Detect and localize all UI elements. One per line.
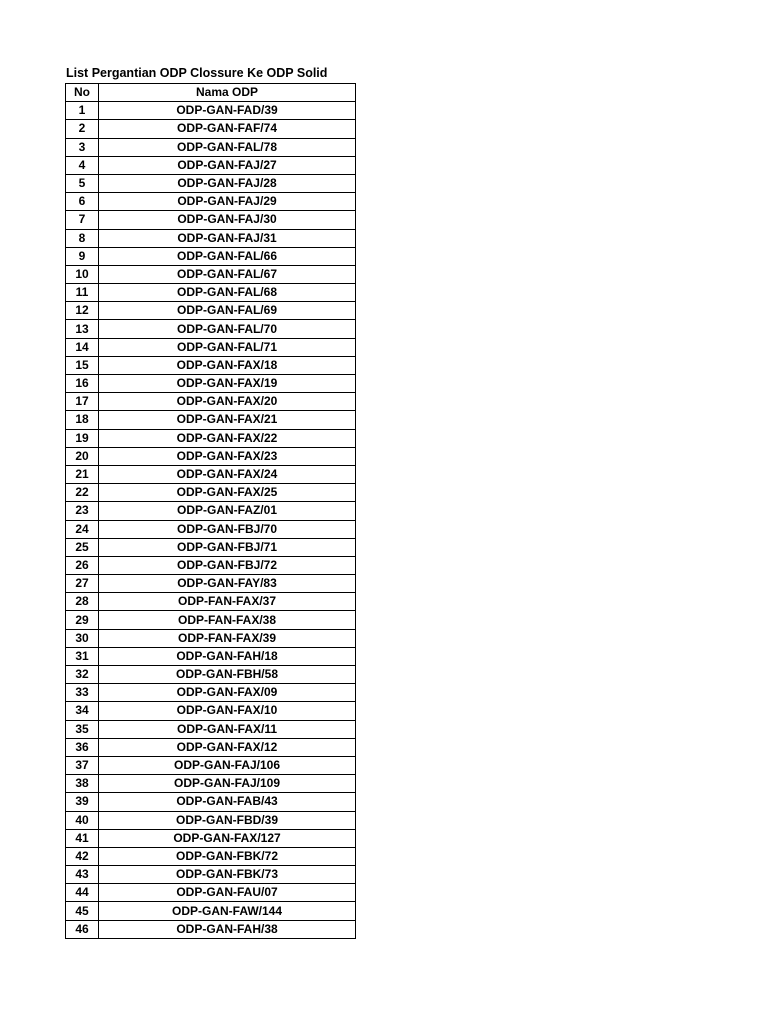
row-number-cell: 22 (66, 484, 99, 502)
row-number-cell: 20 (66, 447, 99, 465)
row-number-cell: 27 (66, 575, 99, 593)
table-row (66, 447, 356, 465)
row-number-cell: 46 (66, 920, 99, 938)
odp-name-cell: ODP-GAN-FAX/11 (99, 720, 356, 738)
odp-name-cell: ODP-GAN-FAX/19 (99, 375, 356, 393)
table-row (66, 356, 356, 374)
table-row (66, 484, 356, 502)
odp-name-cell: ODP-GAN-FAJ/28 (99, 174, 356, 192)
odp-name-cell: ODP-GAN-FAX/20 (99, 393, 356, 411)
table-row (66, 738, 356, 756)
row-number-cell: 19 (66, 429, 99, 447)
table-header-row (66, 84, 356, 102)
odp-name-cell: ODP-GAN-FBJ/70 (99, 520, 356, 538)
row-number-cell: 44 (66, 884, 99, 902)
table-row (66, 666, 356, 684)
odp-name-cell: ODP-GAN-FAH/38 (99, 920, 356, 938)
table-row (66, 393, 356, 411)
odp-name-cell: ODP-GAN-FAX/12 (99, 738, 356, 756)
odp-name-cell: ODP-GAN-FAH/18 (99, 647, 356, 665)
table-row (66, 575, 356, 593)
row-number-cell: 34 (66, 702, 99, 720)
table-row (66, 174, 356, 192)
row-number-cell: 8 (66, 229, 99, 247)
odp-name-cell: ODP-GAN-FAD/39 (99, 102, 356, 120)
odp-name-cell: ODP-FAN-FAX/38 (99, 611, 356, 629)
row-number-cell: 30 (66, 629, 99, 647)
row-number-cell: 26 (66, 556, 99, 574)
row-number-cell: 11 (66, 284, 99, 302)
odp-name-cell: ODP-GAN-FAL/78 (99, 138, 356, 156)
row-number-cell: 6 (66, 193, 99, 211)
odp-name-cell: ODP-GAN-FAL/66 (99, 247, 356, 265)
column-header-name: Nama ODP (99, 84, 356, 102)
odp-name-cell: ODP-GAN-FAX/22 (99, 429, 356, 447)
odp-name-cell: ODP-GAN-FAZ/01 (99, 502, 356, 520)
table-row (66, 502, 356, 520)
row-number-cell: 1 (66, 102, 99, 120)
odp-name-cell: ODP-GAN-FBJ/71 (99, 538, 356, 556)
row-number-cell: 45 (66, 902, 99, 920)
row-number-cell: 39 (66, 793, 99, 811)
table-row (66, 302, 356, 320)
table-row (66, 866, 356, 884)
odp-name-cell: ODP-GAN-FBD/39 (99, 811, 356, 829)
table-row (66, 338, 356, 356)
odp-name-cell: ODP-GAN-FAX/25 (99, 484, 356, 502)
odp-name-cell: ODP-GAN-FAX/23 (99, 447, 356, 465)
row-number-cell: 21 (66, 465, 99, 483)
table-row (66, 465, 356, 483)
row-number-cell: 37 (66, 756, 99, 774)
row-number-cell: 41 (66, 829, 99, 847)
odp-name-cell: ODP-GAN-FAB/43 (99, 793, 356, 811)
odp-name-cell: ODP-FAN-FAX/37 (99, 593, 356, 611)
row-number-cell: 32 (66, 666, 99, 684)
odp-name-cell: ODP-GAN-FAL/67 (99, 265, 356, 283)
row-number-cell: 4 (66, 156, 99, 174)
odp-table (65, 83, 356, 939)
odp-name-cell: ODP-GAN-FAW/144 (99, 902, 356, 920)
odp-name-cell: ODP-GAN-FBK/72 (99, 847, 356, 865)
table-row (66, 229, 356, 247)
row-number-cell: 33 (66, 684, 99, 702)
table-row (66, 193, 356, 211)
table-row (66, 611, 356, 629)
row-number-cell: 10 (66, 265, 99, 283)
odp-name-cell: ODP-GAN-FBH/58 (99, 666, 356, 684)
table-row (66, 156, 356, 174)
odp-name-cell: ODP-GAN-FAJ/30 (99, 211, 356, 229)
odp-name-cell: ODP-GAN-FBK/73 (99, 866, 356, 884)
table-row (66, 593, 356, 611)
table-row (66, 884, 356, 902)
odp-name-cell: ODP-GAN-FAY/83 (99, 575, 356, 593)
odp-name-cell: ODP-GAN-FAX/21 (99, 411, 356, 429)
table-row (66, 211, 356, 229)
row-number-cell: 40 (66, 811, 99, 829)
odp-name-cell: ODP-GAN-FAL/70 (99, 320, 356, 338)
row-number-cell: 9 (66, 247, 99, 265)
row-number-cell: 38 (66, 775, 99, 793)
row-number-cell: 24 (66, 520, 99, 538)
page-title: List Pergantian ODP Clossure Ke ODP Solid (66, 66, 328, 80)
table-row (66, 847, 356, 865)
table-row (66, 756, 356, 774)
table-row (66, 138, 356, 156)
row-number-cell: 42 (66, 847, 99, 865)
odp-name-cell: ODP-GAN-FAL/68 (99, 284, 356, 302)
table-row (66, 411, 356, 429)
row-number-cell: 12 (66, 302, 99, 320)
table-row (66, 284, 356, 302)
row-number-cell: 7 (66, 211, 99, 229)
row-number-cell: 16 (66, 375, 99, 393)
odp-name-cell: ODP-GAN-FAJ/29 (99, 193, 356, 211)
table-row (66, 720, 356, 738)
table-row (66, 247, 356, 265)
odp-name-cell: ODP-GAN-FAJ/109 (99, 775, 356, 793)
odp-name-cell: ODP-GAN-FAJ/27 (99, 156, 356, 174)
row-number-cell: 5 (66, 174, 99, 192)
odp-name-cell: ODP-GAN-FAL/69 (99, 302, 356, 320)
table-row (66, 702, 356, 720)
table-row (66, 684, 356, 702)
row-number-cell: 15 (66, 356, 99, 374)
table-body (66, 102, 356, 939)
row-number-cell: 43 (66, 866, 99, 884)
table-row (66, 120, 356, 138)
odp-name-cell: ODP-FAN-FAX/39 (99, 629, 356, 647)
odp-name-cell: ODP-GAN-FAX/24 (99, 465, 356, 483)
row-number-cell: 23 (66, 502, 99, 520)
odp-name-cell: ODP-GAN-FBJ/72 (99, 556, 356, 574)
table-row (66, 920, 356, 938)
column-header-no: No (66, 84, 99, 102)
odp-name-cell: ODP-GAN-FAU/07 (99, 884, 356, 902)
table-row (66, 811, 356, 829)
odp-name-cell: ODP-GAN-FAX/10 (99, 702, 356, 720)
row-number-cell: 36 (66, 738, 99, 756)
row-number-cell: 31 (66, 647, 99, 665)
table-row (66, 320, 356, 338)
table-row (66, 647, 356, 665)
table-row (66, 520, 356, 538)
table-row (66, 829, 356, 847)
row-number-cell: 25 (66, 538, 99, 556)
table-row (66, 375, 356, 393)
row-number-cell: 14 (66, 338, 99, 356)
row-number-cell: 18 (66, 411, 99, 429)
table-row (66, 556, 356, 574)
row-number-cell: 2 (66, 120, 99, 138)
table-row (66, 538, 356, 556)
odp-name-cell: ODP-GAN-FAJ/31 (99, 229, 356, 247)
row-number-cell: 28 (66, 593, 99, 611)
table-row (66, 102, 356, 120)
table-row (66, 793, 356, 811)
row-number-cell: 3 (66, 138, 99, 156)
table-row (66, 429, 356, 447)
odp-name-cell: ODP-GAN-FAJ/106 (99, 756, 356, 774)
table-row (66, 265, 356, 283)
row-number-cell: 13 (66, 320, 99, 338)
row-number-cell: 29 (66, 611, 99, 629)
table-row (66, 775, 356, 793)
row-number-cell: 35 (66, 720, 99, 738)
odp-name-cell: ODP-GAN-FAF/74 (99, 120, 356, 138)
table-row (66, 629, 356, 647)
odp-name-cell: ODP-GAN-FAX/18 (99, 356, 356, 374)
odp-name-cell: ODP-GAN-FAX/09 (99, 684, 356, 702)
row-number-cell: 17 (66, 393, 99, 411)
table-row (66, 902, 356, 920)
odp-name-cell: ODP-GAN-FAX/127 (99, 829, 356, 847)
odp-name-cell: ODP-GAN-FAL/71 (99, 338, 356, 356)
